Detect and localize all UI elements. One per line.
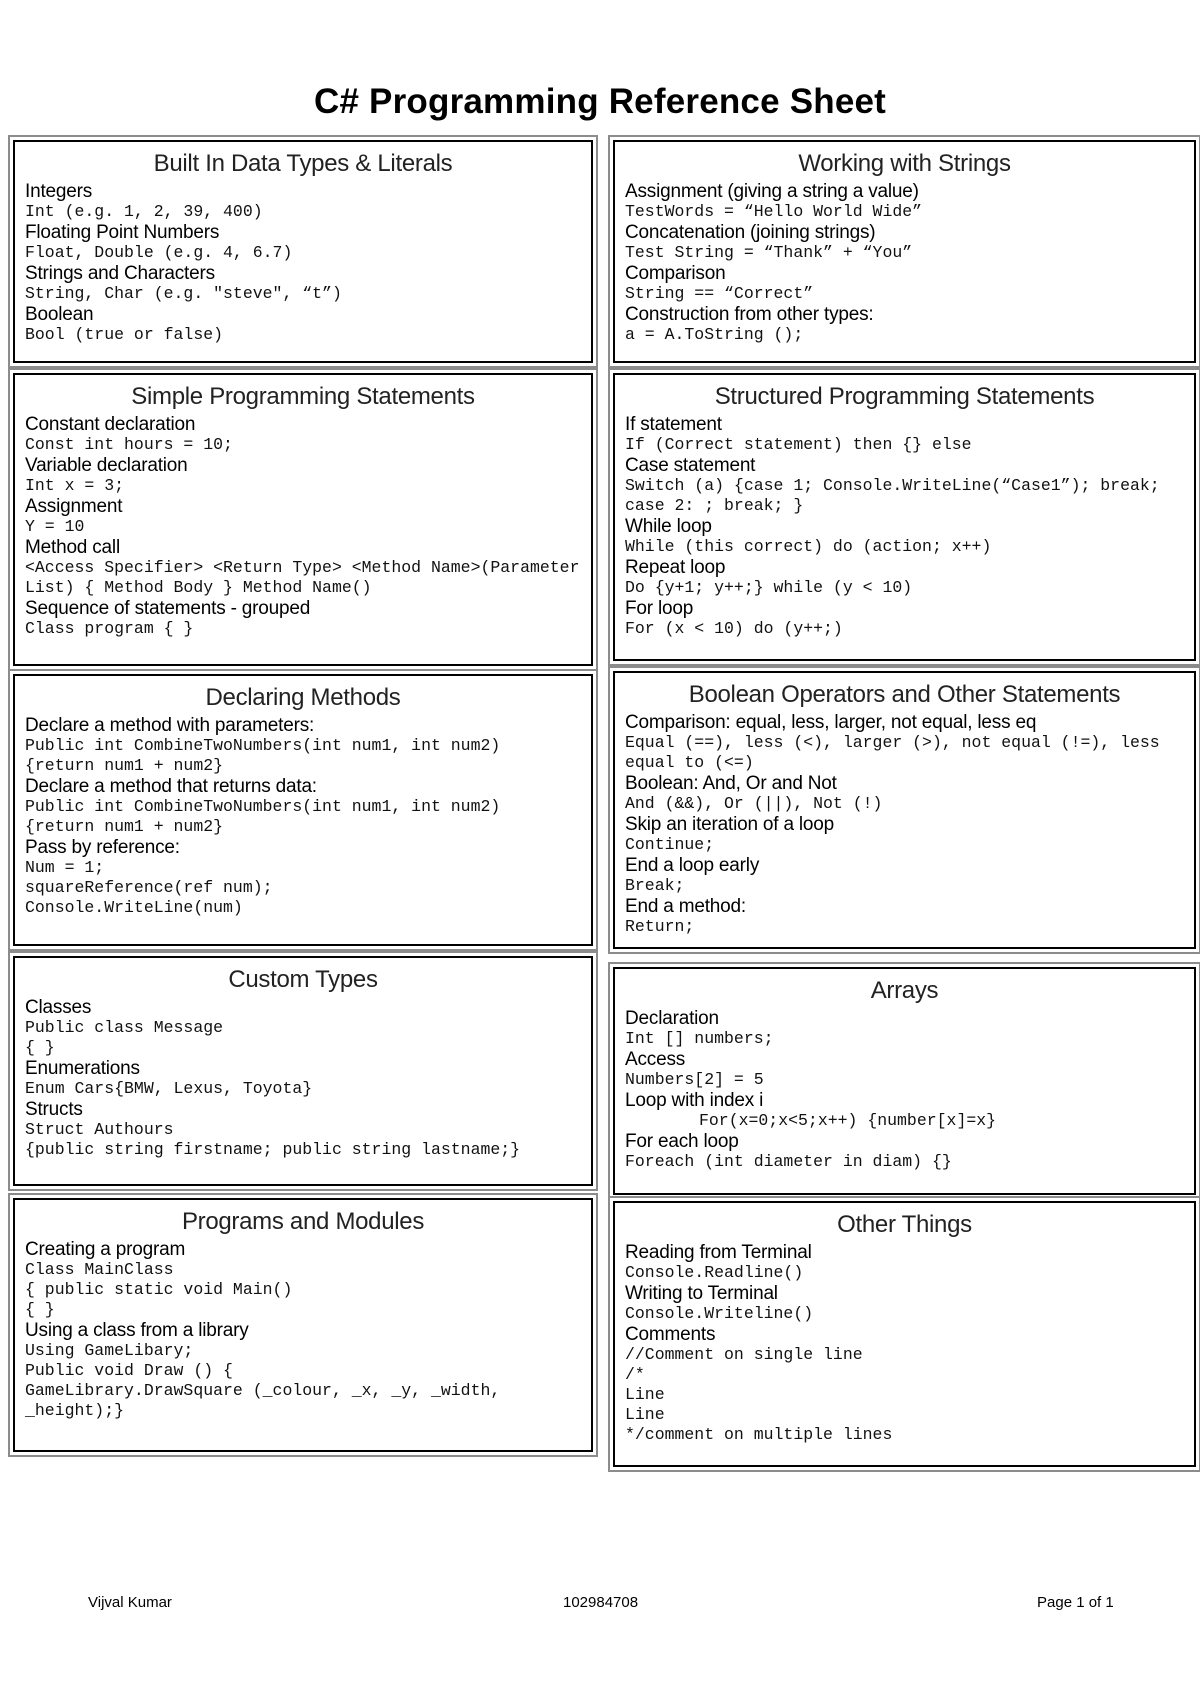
code-line: Switch (a) {case 1; Console.WriteLine(“Case1”); break; case 2: ; break; } [625, 476, 1170, 515]
item-heading: For loop [625, 598, 694, 619]
item-heading: Classes [25, 997, 92, 1018]
item-heading: Access [625, 1049, 686, 1070]
item-heading: Floating Point Numbers [25, 222, 220, 243]
code-line: /* [625, 1365, 645, 1384]
code-line: Class MainClass [25, 1260, 174, 1279]
code-line: Num = 1; [25, 858, 105, 877]
code-line: Public class Message [25, 1018, 224, 1037]
box-declaring-methods [13, 674, 593, 946]
code-line: Line [625, 1385, 665, 1404]
item-heading: Reading from Terminal [625, 1242, 812, 1263]
code-line: Line [625, 1405, 665, 1424]
item-heading: End a loop early [625, 855, 760, 876]
code-line: Int [] numbers; [625, 1029, 774, 1048]
item-heading: Comparison [625, 263, 726, 284]
code-line: Continue; [625, 835, 715, 854]
item-heading: Constant declaration [25, 414, 196, 435]
box-title: Programs and Modules [181, 1208, 425, 1235]
code-line: Enum Cars{BMW, Lexus, Toyota} [25, 1079, 313, 1098]
box-boolean-operators [613, 671, 1196, 949]
item-heading: Repeat loop [625, 557, 726, 578]
box-title: Simple Programming Statements [131, 383, 475, 410]
code-line: And (&&), Or (||), Not (!) [625, 794, 883, 813]
box-arrays [613, 967, 1196, 1195]
box-other-things [613, 1201, 1196, 1467]
code-line: Using GameLibary; [25, 1341, 194, 1360]
box-title: Arrays [870, 977, 939, 1004]
box-title: Declaring Methods [205, 684, 401, 711]
code-line: Console.Writeline() [625, 1304, 814, 1323]
code-line: <Access Specifier> <Return Type> <Method Name>(Parameter List) { Method Body } Method Name() [25, 558, 590, 597]
item-heading: Writing to Terminal [625, 1283, 778, 1304]
item-heading: Method call [25, 537, 120, 558]
code-line: squareReference(ref num); [25, 878, 273, 897]
box-working-with-strings [613, 140, 1196, 363]
footer-author: Vijval Kumar [88, 1594, 172, 1611]
item-heading: End a method: [625, 896, 746, 917]
item-heading: If statement [625, 414, 722, 435]
item-heading: Assignment (giving a string a value) [625, 181, 919, 202]
code-line: { public static void Main() [25, 1280, 293, 1299]
box-title: Built In Data Types & Literals [153, 150, 453, 177]
code-line: Public int CombineTwoNumbers(int num1, int num2) [25, 736, 501, 755]
item-heading: Variable declaration [25, 455, 188, 476]
item-heading: Pass by reference: [25, 837, 180, 858]
item-heading: While loop [625, 516, 712, 537]
box-custom-types [13, 956, 593, 1186]
code-line: String == “Correct” [625, 284, 814, 303]
code-line: Return; [625, 917, 695, 936]
code-line: {return num1 + num2} [25, 756, 224, 775]
code-line: Float, Double (e.g. 4, 6.7) [25, 243, 293, 262]
box-programs-modules [13, 1198, 593, 1452]
code-line: Foreach (int diameter in diam) {} [625, 1152, 952, 1171]
code-line: String, Char (e.g. "steve", “t”) [25, 284, 342, 303]
item-heading: Using a class from a library [25, 1320, 249, 1341]
code-line: Bool (true or false) [25, 325, 224, 344]
item-heading: Skip an iteration of a loop [625, 814, 835, 835]
box-title: Working with Strings [798, 150, 1011, 177]
code-line: Console.Readline() [625, 1263, 804, 1282]
code-line: //Comment on single line [625, 1345, 863, 1364]
code-line: Test String = “Thank” + “You” [625, 243, 913, 262]
code-line: {return num1 + num2} [25, 817, 224, 836]
item-heading: Declare a method with parameters: [25, 715, 315, 736]
box-simple-statements [13, 373, 593, 666]
code-line: Public void Draw () { [25, 1361, 233, 1380]
item-heading: Assignment [25, 496, 123, 517]
item-heading: Declare a method that returns data: [25, 776, 317, 797]
item-heading: Boolean: And, Or and Not [625, 773, 837, 794]
code-line: If (Correct statement) then {} else [625, 435, 972, 454]
code-line: For(x=0;x<5;x++) {number[x]=x} [699, 1111, 997, 1130]
item-heading: Integers [25, 181, 93, 202]
code-line: */comment on multiple lines [625, 1425, 893, 1444]
item-heading: Comparison: equal, less, larger, not equal, less eq [625, 712, 1037, 733]
code-line: a = A.ToString (); [625, 325, 804, 344]
box-data-types [13, 140, 593, 363]
code-line: Equal (==), less (<), larger (>), not equal (!=), less equal to (<=) [625, 733, 1170, 772]
code-line: While (this correct) do (action; x++) [625, 537, 992, 556]
item-heading: Boolean [25, 304, 94, 325]
page-title: C# Programming Reference Sheet [313, 82, 886, 121]
code-line: Int (e.g. 1, 2, 39, 400) [25, 202, 263, 221]
item-heading: Case statement [625, 455, 756, 476]
item-heading: Concatenation (joining strings) [625, 222, 876, 243]
item-heading: Declaration [625, 1008, 719, 1029]
code-line: Struct Authours [25, 1120, 174, 1139]
code-line: For (x < 10) do (y++;) [625, 619, 843, 638]
item-heading: Strings and Characters [25, 263, 215, 284]
code-line: GameLibrary.DrawSquare (_colour, _x, _y, _width, _height);} [25, 1381, 511, 1420]
box-title: Structured Programming Statements [714, 383, 1095, 410]
footer-id: 102984708 [563, 1594, 639, 1611]
item-heading: Structs [25, 1099, 83, 1120]
code-line: Console.WriteLine(num) [25, 898, 243, 917]
code-line: Numbers[2] = 5 [625, 1070, 764, 1089]
box-structured-statements [613, 373, 1196, 661]
code-line: {public string firstname; public string lastname;} [25, 1140, 521, 1159]
item-heading: Enumerations [25, 1058, 140, 1079]
code-line: { } [25, 1300, 55, 1319]
box-title: Boolean Operators and Other Statements [688, 681, 1121, 708]
item-heading: Loop with index i [625, 1090, 764, 1111]
code-line: Class program { } [25, 619, 194, 638]
code-line: { } [25, 1038, 55, 1057]
item-heading: Comments [625, 1324, 716, 1345]
code-line: Break; [625, 876, 685, 895]
code-line: Do {y+1; y++;} while (y < 10) [625, 578, 913, 597]
code-line: TestWords = “Hello World Wide” [625, 202, 923, 221]
code-line: Public int CombineTwoNumbers(int num1, int num2) [25, 797, 501, 816]
item-heading: Construction from other types: [625, 304, 874, 325]
code-line: Const int hours = 10; [25, 435, 233, 454]
footer-page-number: Page 1 of 1 [1037, 1594, 1114, 1611]
item-heading: Creating a program [25, 1239, 186, 1260]
box-title: Other Things [837, 1211, 972, 1238]
code-line: Y = 10 [25, 517, 85, 536]
item-heading: For each loop [625, 1131, 739, 1152]
box-title: Custom Types [228, 966, 378, 993]
item-heading: Sequence of statements - grouped [25, 598, 311, 619]
code-line: Int x = 3; [25, 476, 125, 495]
